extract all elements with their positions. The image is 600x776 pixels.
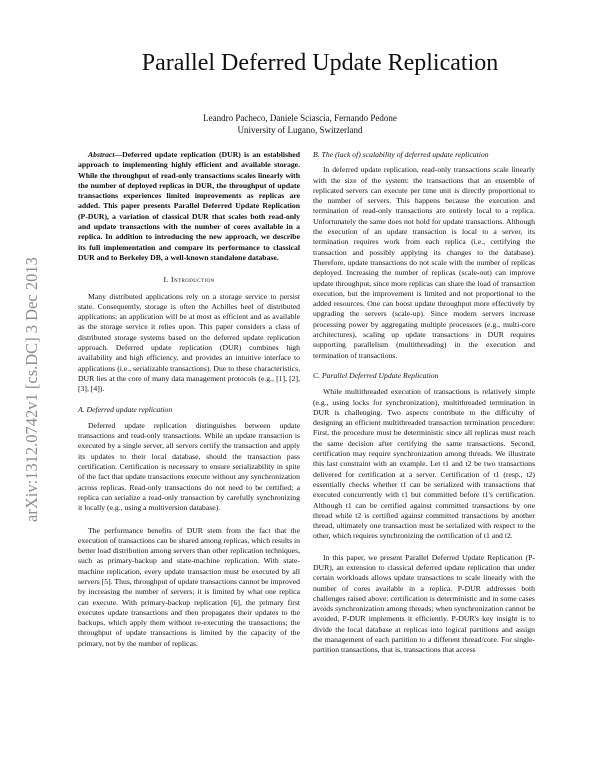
paragraph-c2: In this paper, we present Parallel Deferred Update Replication (P-DUR), an extension to classical deferred update replication that under certain workloads allows update transactions to scale linearly with the number of cores available in a replica. P-DUR addresses both challenges raised above: certification is deterministic and in some cases avoids synchronization among threads; when synchronization cannot be avoided, P-DUR implements it efficiently. P-DUR's key insight is to divide the local database at replicas into logical partitions and assign the management of each partition to a different thread/core. For single-partition transactions, that is, transactions that access <box>313 552 535 655</box>
abstract-label: Abstract <box>88 150 115 159</box>
author-list: Leandro Pacheco, Daniele Sciascia, Fernando Pedone <box>203 113 397 123</box>
paragraph-a2: The performance benefits of DUR stem from the fact that the execution of transactions can be shared among replicas, which results in better load distribution among servers than other replication techniques, such as primary-backup and state-machine replication. With state-machine replication, every update transaction must be executed by all servers [5]. Thus, throughput of update transactions cannot be improved by increasing the number of servers; it is limited by what one replica can execute. With primary-backup replication [6], the primary first executes update transactions and then propagates their updates to the backups, which apply them without re-executing the transactions; the throughput of update transactions is limited by the capacity of the primary, not by the number of replicas. <box>78 525 300 648</box>
abstract-text: —Deferred update replication (DUR) is an established approach to implementing highly efficient and available storage. While the throughput of read-only transactions scales linearly with the number of deployed replicas in DUR, the throughput of update transactions experiences limited improvements as replicas are added. This paper presents Parallel Deferred Update Replication (P-DUR), a variation of classical DUR that scales both read-only and update transactions with the number of cores available in a replica. In addition to introducing the new approach, we describe its full implementation and compare its performance to classical DUR and to Berkeley DB, a well-known standalone database. <box>78 150 300 262</box>
left-column <box>78 150 300 649</box>
paragraph-b1: In deferred update replication, read-only transactions scale linearly with the size of the system: the transactions that an ensemble of replicated servers can execute per time unit is directly proportional to the number of servers. This happens because the execution and termination of read-only transactions are entirely local to a replica. Unfortunately the same does not hold for update transactions. Although the execution of an update transaction is local to a server, its termination requires work from each replica (i.e., certifying the transaction and possibly applying its changes to the database). Therefore, update transactions do not scale with the number of replicas deployed. Increasing the number of replicas (scale-out) can improve update throughput, since more replicas can share the load of transaction execution, but the improvement is limited and not proportional to the added resources. One can boost update throughput more effectively by upgrading the servers (scale-up). Since modern servers increase processing power by aggregating multiple processors (e.g., multi-core architectures), scaling up update transactions in DUR requires supporting parallelism (multithreading) in the execution and termination of transactions. <box>313 165 535 360</box>
affiliation: University of Lugano, Switzerland <box>237 125 363 135</box>
right-column <box>313 150 535 656</box>
subsection-heading-b: B. The (lack of) scalability of deferred update replication <box>313 150 489 159</box>
abstract <box>78 150 300 263</box>
arxiv-stamp: arXiv:1312.0742v1 [cs.DC] 3 Dec 2013 <box>22 257 41 523</box>
subsection-heading-c: C. Parallel Deferred Update Replication <box>313 370 439 380</box>
intro-paragraph: Many distributed applications rely on a storage service to persist state. Consequently, storage is often the Achilles heel of distributed applications: an application will be at most as efficient and as available as the storage service it relies upon. This paper considers a class of distributed storage systems based on the deferred update replication approach. Deferred update replication (DUR) combines high availability and high efficiency, and provides an intuitive interface to applications (i.e., serializable transactions). Due to these characteristics, DUR lies at the core of many data management protocols (e.g., [1], [2], [3], [4]). <box>78 291 300 394</box>
paper-title: Parallel Deferred Update Replication <box>141 50 499 76</box>
section-heading-introduction: I. Introduction <box>163 275 215 285</box>
paragraph-a1: Deferred update replication distinguishes between update transactions and read-only transactions. While an update transaction is executed by a single server, all servers certify the transaction and apply its updates to their local database, should the transaction pass certification. Certification is necessary to ensure serializability in spite of the fact that update transactions execute without any synchronization across replicas. Read-only transactions do not need to be certified; a replica can serialize a read-only transaction by carefully synchronizing it locally (e.g., using a multiversion database). <box>78 420 300 513</box>
subsection-heading-a: A. Deferred update replication <box>78 404 173 414</box>
paragraph-c1: While multithreaded execution of transactions is relatively simple (e.g., using locks for synchronization), multithreaded termination in DUR is challenging. Two aspects contribute to the difficulty of designing an efficient multithreaded transaction termination procedure: First, the procedure must be deterministic since all replicas must reach the same decision after certifying the same transactions. Second, certification may require synchronization among threads. We illustrate this last constraint with an example. Let t1 and t2 be two transactions delivered for certification at a server. Certification of t1 (resp., t2) essentially checks whether t1 can be serialized with transactions that executed concurrently with t1 but committed before t1's certification. Although t1 can be certified against committed transactions by one thread while t2 is certified against committed transactions by another thread, ultimately one transaction must be serialized with respect to the other, which requires synchronizing the certification of t1 and t2. <box>313 387 535 541</box>
